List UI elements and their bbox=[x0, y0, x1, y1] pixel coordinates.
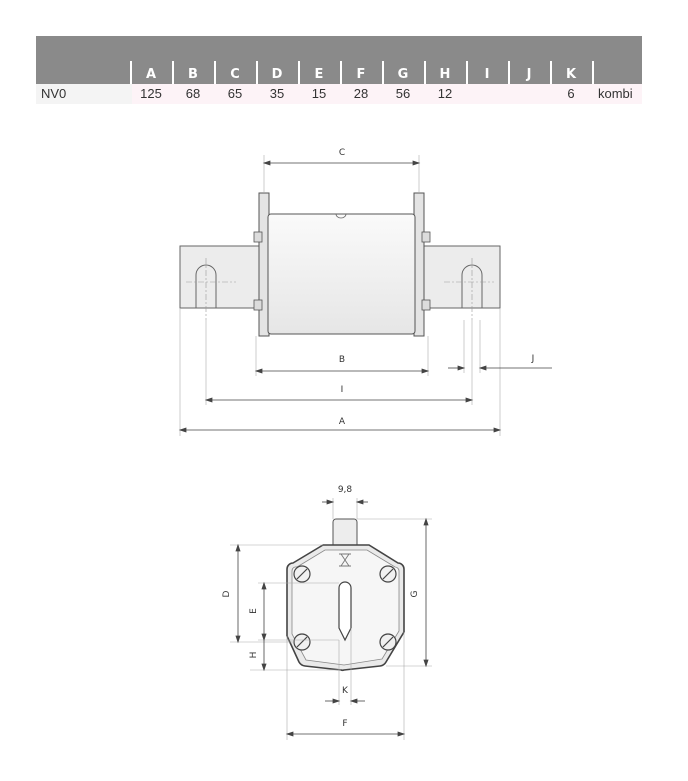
dim-label-h: H bbox=[249, 651, 259, 659]
value-f: 28 bbox=[353, 86, 369, 101]
dim-label-c: C bbox=[338, 148, 346, 158]
indicator-slot bbox=[339, 582, 351, 640]
header-j: J bbox=[526, 67, 532, 82]
fuse-body bbox=[268, 214, 415, 334]
value-g: 56 bbox=[395, 86, 411, 101]
header-g: G bbox=[397, 67, 409, 82]
row-label: NV0 bbox=[41, 86, 67, 101]
dim-label-d: D bbox=[222, 590, 232, 598]
value-k: 6 bbox=[567, 86, 575, 101]
dim-label-tab-width: 9,8 bbox=[337, 485, 353, 495]
value-e: 15 bbox=[311, 86, 327, 101]
dim-label-a: A bbox=[338, 417, 346, 427]
header-k: K bbox=[565, 67, 577, 82]
value-h: 12 bbox=[437, 86, 453, 101]
header-i: I bbox=[484, 67, 490, 82]
value-b: 68 bbox=[185, 86, 201, 101]
value-a: 125 bbox=[140, 86, 162, 101]
fuse-front-view bbox=[222, 485, 432, 740]
dim-label-f: F bbox=[342, 719, 348, 729]
dim-label-e: E bbox=[249, 608, 259, 614]
dim-label-b: B bbox=[338, 355, 346, 365]
value-c: 65 bbox=[227, 86, 243, 101]
dim-label-k: K bbox=[342, 686, 348, 696]
header-f: F bbox=[356, 67, 366, 82]
dim-label-j: J bbox=[531, 354, 535, 364]
header-h: H bbox=[439, 67, 451, 82]
top-tab bbox=[333, 519, 357, 545]
dim-label-g: G bbox=[410, 590, 420, 598]
value-d: 35 bbox=[269, 86, 285, 101]
header-a: A bbox=[145, 67, 157, 82]
right-blade bbox=[420, 246, 500, 308]
header-e: E bbox=[314, 67, 324, 82]
left-blade bbox=[180, 246, 260, 308]
header-b: B bbox=[188, 67, 198, 82]
header-c: C bbox=[230, 67, 240, 82]
fuse-side-view bbox=[180, 148, 552, 436]
variant-label: kombi bbox=[598, 86, 633, 101]
header-d: D bbox=[271, 67, 283, 82]
dim-label-i: I bbox=[340, 385, 344, 395]
